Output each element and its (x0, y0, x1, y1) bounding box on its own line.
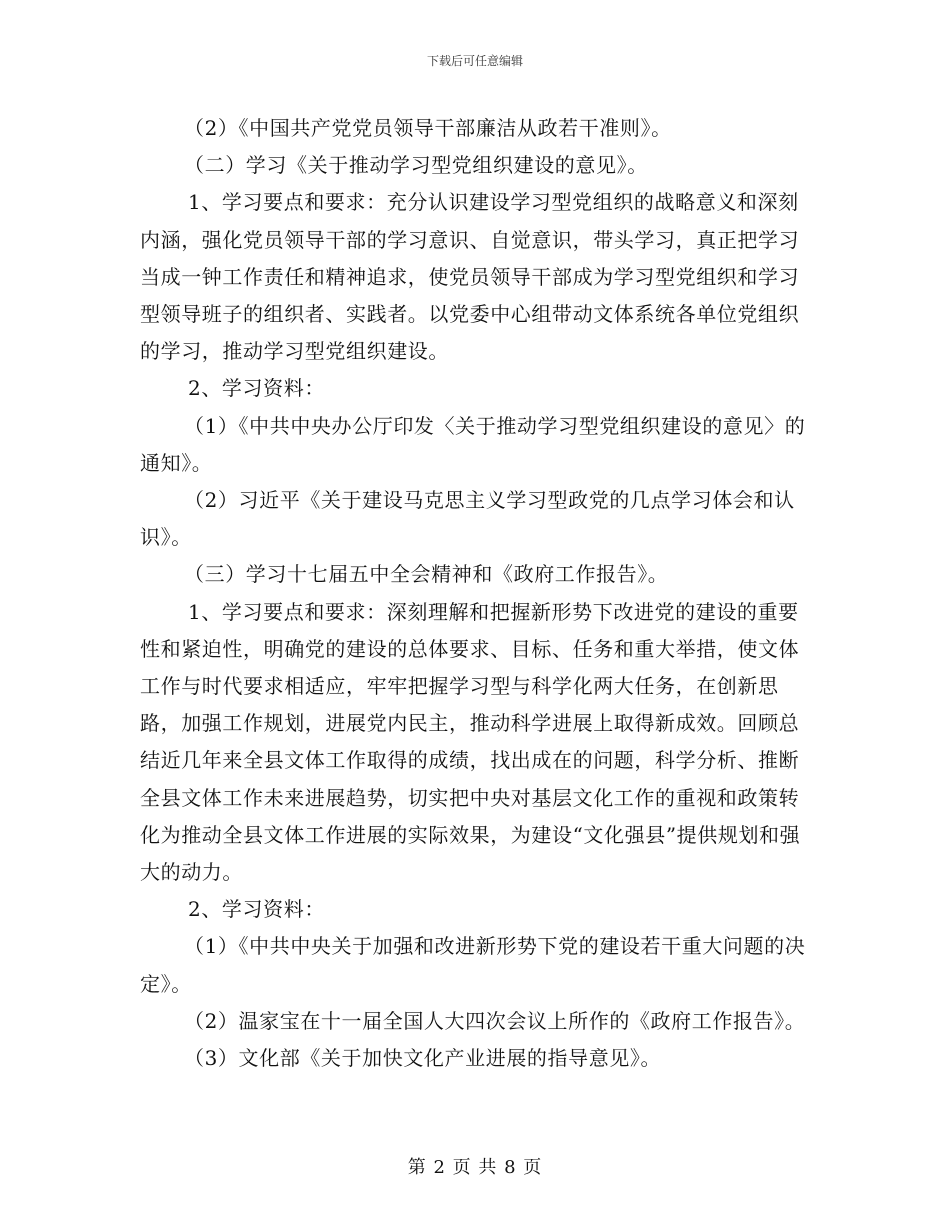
paragraph-material-2-2: （2）习近平《关于建设马克思主义学习型政党的几点学习体会和认识》。 (140, 488, 795, 550)
paragraph-material-3-3: （3）文化部《关于加快文化产业进展的指导意见》。 (184, 1046, 662, 1071)
paragraph-material-3-1: （1）《中共中央关于加强和改进新形势下党的建设若干重大问题的决定》。 (140, 934, 806, 996)
page-number-footer: 第 2 页 共 8 页 (407, 1157, 543, 1178)
paragraph-study-materials-heading-3: 2、学习资料： (188, 897, 325, 922)
paragraph-study-requirements-2: 1、学习要点和要求：充分认识建设学习型党组织的战略意义和深刻内涵，强化党员领导干部的学习意识、自觉意识，带头学习，真正把学习当成一钟工作责任和精神追求，使党员领导干部成为学习型党组织和学习型领导班子的组织者、实践者。以党委中心组带动文体系统各单位党组织的学习，推动学习型党组织建设。 (140, 190, 800, 364)
section-heading-3: （三）学习十七届五中全会精神和《政府工作报告》。 (184, 562, 669, 587)
paragraph-study-requirements-3: 1、学习要点和要求：深刻理解和把握新形势下改进党的建设的重要性和紧迫性，明确党的建设的总体要求、目标、任务和重大举措，使文体工作与时代要求相适应，牢牢把握学习型与科学化两大任务，在创新思路，加强工作规划，进展党内民主，推动科学进展上取得新成效。回顾总结近几年来全县文体工作取得的成绩，找出成在的问题，科学分析、推断全县文体工作未来进展趋势，切实把中央对基层文化工作的重视和政策转化为推动全县文体工作进展的实际效果，为建设“文化强县”提供规划和强大的动力。 (140, 599, 801, 885)
paragraph-material-2-1: （1）《中共中央办公厅印发〈关于推动学习型党组织建设的意见〉的通知》。 (140, 413, 806, 475)
document-body (140, 110, 812, 1077)
paragraph-study-materials-heading-2: 2、学习资料： (188, 376, 325, 401)
paragraph-item-2-principles: （2）《中国共产党党员领导干部廉洁从政若干准则》。 (184, 116, 672, 140)
section-heading-2: （二）学习《关于推动学习型党组织建设的意见》。 (184, 153, 648, 178)
page-header: 下载后可任意编辑 (426, 54, 523, 68)
paragraph-material-3-2: （2）温家宝在十一届全国人大四次会议上所作的《政府工作报告》。 (184, 1008, 806, 1033)
